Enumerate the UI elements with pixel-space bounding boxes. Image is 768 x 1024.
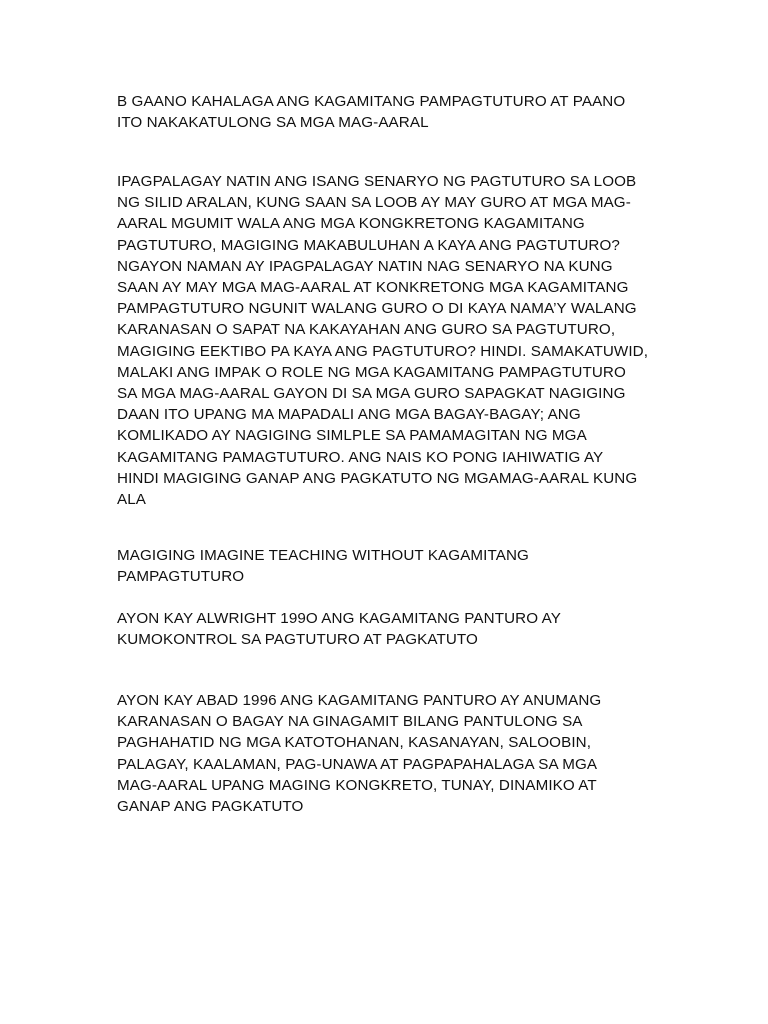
text-line: PAMPAGTUTURO <box>117 568 245 586</box>
document-heading <box>117 91 657 133</box>
text-line: KUMOKONTROL SA PAGTUTURO AT PAGKATUTO <box>117 631 478 649</box>
paragraph-scenario <box>117 171 657 510</box>
text-line: IPAGPALAGAY NATIN ANG ISANG SENARYO NG PAGTUTURO SA LOOB <box>117 173 637 190</box>
text-line: PAMPAGTUTURO NGUNIT WALANG GURO O DI KAYA NAMA’Y WALANG <box>117 300 637 318</box>
paragraph-imagine-teaching <box>117 545 657 587</box>
heading-line: B GAANO KAHALAGA ANG KAGAMITANG PAMPAGTUTURO AT PAANO <box>117 93 626 110</box>
paragraph-abad <box>117 690 657 817</box>
text-line: MAGIGING EEKTIBO PA KAYA ANG PAGTUTURO? HINDI. SAMAKATUWID, <box>117 342 649 360</box>
text-line: AYON KAY ABAD 1996 ANG KAGAMITANG PANTURO AY ANUMANG <box>117 692 602 709</box>
text-line: KOMLIKADO AY NAGIGING SIMLPLE SA PAMAMAGITAN NG MGA <box>117 427 587 445</box>
text-line: KAGAMITANG PAMAGTUTURO. ANG NAIS KO PONG IAHIWATIG AY <box>117 448 604 466</box>
text-line: KARANASAN O BAGAY NA GINAGAMIT BILANG PANTULONG SA <box>117 713 583 731</box>
paragraph-alwright <box>117 608 657 650</box>
text-line: MALAKI ANG IMPAK O ROLE NG MGA KAGAMITANG PAMPAGTUTURO <box>117 363 626 381</box>
text-line: DAAN ITO UPANG MA MAPADALI ANG MGA BAGAY-BAGAY; ANG <box>117 406 581 424</box>
text-line: MAG-AARAL UPANG MAGING KONGKRETO, TUNAY, DINAMIKO AT <box>117 776 597 794</box>
text-line: ALA <box>117 491 147 509</box>
text-line: AARAL MGUMIT WALA ANG MGA KONGKRETONG KAGAMITANG <box>117 215 585 233</box>
text-line: PALAGAY, KAALAMAN, PAG-UNAWA AT PAGPAPAHALAGA SA MGA <box>117 755 598 773</box>
text-line: GANAP ANG PAGKATUTO <box>117 798 304 816</box>
text-line: PAGHAHATID NG MGA KATOTOHANAN, KASANAYAN, SALOOBIN, <box>117 734 592 752</box>
text-line: PAGTUTURO, MAGIGING MAKABULUHAN A KAYA ANG PAGTUTURO? <box>117 236 620 254</box>
text-line: SA MGA MAG-AARAL GAYON DI SA MGA GURO SAPAGKAT NAGIGING <box>117 385 626 403</box>
text-line: MAGIGING IMAGINE TEACHING WITHOUT KAGAMITANG <box>117 547 529 564</box>
heading-line: ITO NAKAKATULONG SA MGA MAG-AARAL <box>117 114 429 132</box>
text-line: NGAYON NAMAN AY IPAGPALAGAY NATIN NAG SENARYO NA KUNG <box>117 257 613 275</box>
text-line: NG SILID ARALAN, KUNG SAAN SA LOOB AY MAY GURO AT MGA MAG- <box>117 194 631 212</box>
text-line: AYON KAY ALWRIGHT 199O ANG KAGAMITANG PANTURO AY <box>117 610 561 627</box>
text-line: HINDI MAGIGING GANAP ANG PAGKATUTO NG MGAMAG-AARAL KUNG <box>117 469 638 487</box>
text-line: KARANASAN O SAPAT NA KAKAYAHAN ANG GURO SA PAGTUTURO, <box>117 321 616 339</box>
text-line: SAAN AY MAY MGA MAG-AARAL AT KONKRETONG MGA KAGAMITANG <box>117 279 629 297</box>
